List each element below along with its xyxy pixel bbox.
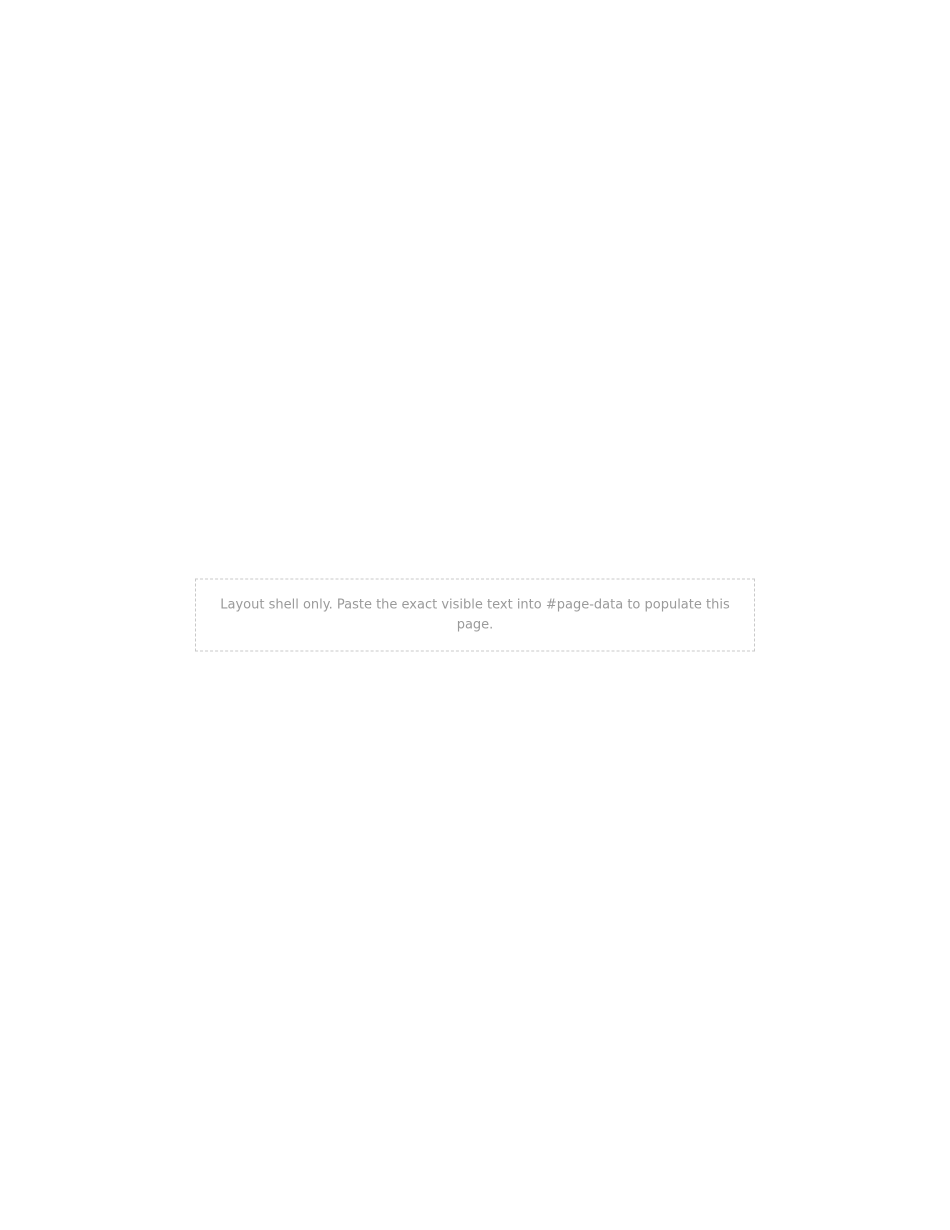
page-header <box>0 52 950 66</box>
document-title <box>140 112 810 136</box>
empty-state-note: Layout shell only. Paste the exact visible text into #page-data to populate this page. <box>195 579 755 652</box>
page-footer <box>0 1162 950 1178</box>
